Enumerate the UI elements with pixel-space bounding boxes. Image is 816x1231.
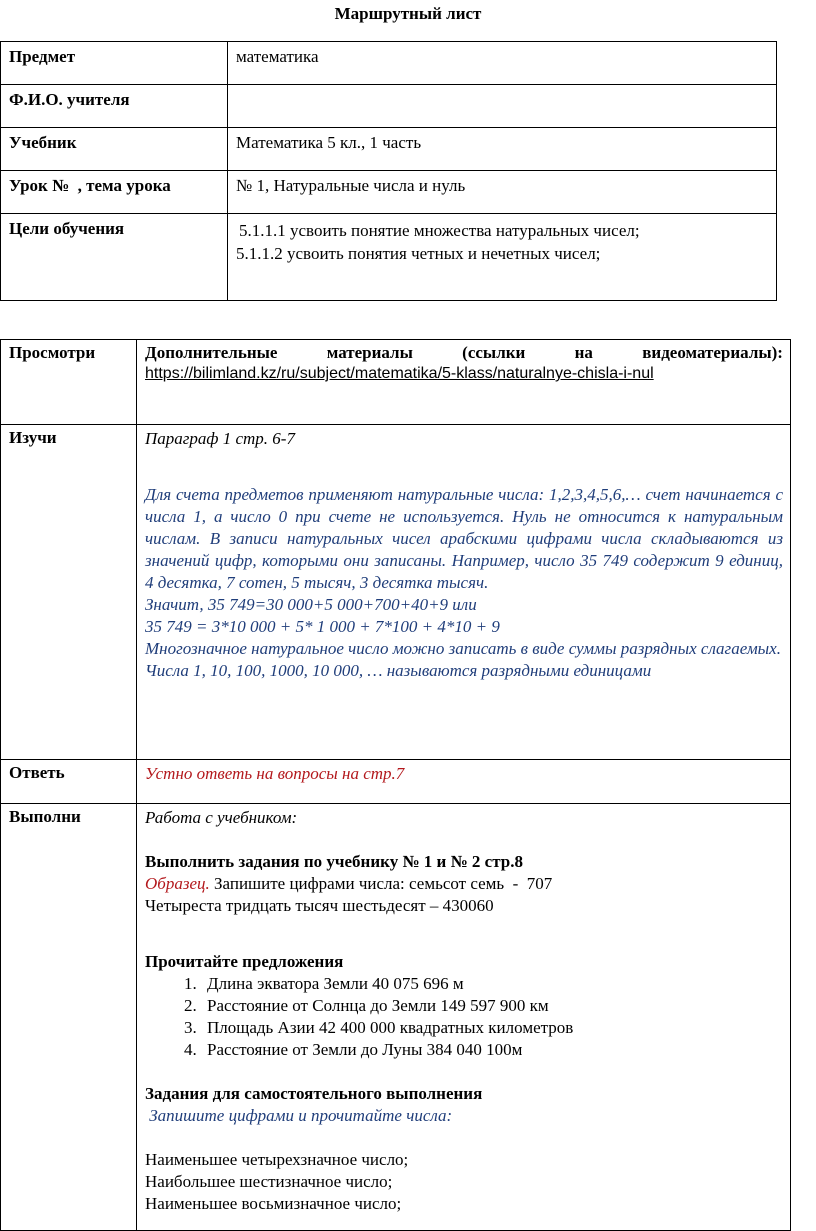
subject-value: математика [228,42,777,85]
page-title: Маршрутный лист [334,4,482,23]
plan-row-answer [1,760,791,804]
do-task: Выполнить задания по учебнику № 1 и № 2 стр.8 [145,852,523,871]
lesson-label: Урок № , тема урока [1,171,228,214]
self-item: Наименьшее четырехзначное число; [145,1150,409,1169]
answer-text: Устно ответь на вопросы на стр.7 [145,764,405,783]
lesson-value: № 1, Натуральные числа и нуль [228,171,777,214]
view-label: Просмотри [1,340,137,425]
do-label: Выполни [1,804,137,1231]
read-list [145,973,783,1061]
do-content [137,804,791,1231]
view-heading-word: материалы [326,343,413,362]
view-heading-word: видеоматериалы): [642,343,783,362]
sample-text: Запишите цифрами числа: семьсот семь - 707 [209,874,553,893]
info-row-lesson [1,171,777,214]
info-row-goals [1,214,777,301]
study-units: Числа 1, 10, 100, 1000, 10 000, … называются разрядными единицами [145,661,652,680]
study-content [137,425,791,760]
view-heading [145,343,783,363]
goal-item: 5.1.1.1 усвоить понятие множества натуральных чисел; [239,221,640,240]
self-heading: Задания для самостоятельного выполнения [145,1084,483,1103]
info-row-textbook [1,128,777,171]
teacher-label: Ф.И.О. учителя [1,85,228,128]
read-heading: Прочитайте предложения [145,952,344,971]
study-multidigit: Многозначное натуральное число можно записать в виде суммы разрядных слагаемых. [145,639,781,658]
goals-label: Цели обучения [1,214,228,301]
info-row-teacher [1,85,777,128]
list-item: 3. Площадь Азии 42 400 000 квадратных километров [201,1017,783,1039]
textbook-label: Учебник [1,128,228,171]
answer-content [137,760,791,804]
plan-table [0,339,791,1231]
study-line: 35 749 = 3*10 000 + 5* 1 000 + 7*100 + 4*10 + 9 [145,617,500,636]
sample-line-2: Четыреста тридцать тысяч шестьдесят – 430060 [145,896,494,915]
info-row-subject [1,42,777,85]
info-table [0,41,777,301]
plan-row-view [1,340,791,425]
study-label: Изучи [1,425,137,760]
view-heading-word: (ссылки [462,343,526,362]
do-sample [145,873,783,895]
textbook-value: Математика 5 кл., 1 часть [228,128,777,171]
study-paragraph: Параграф 1 стр. 6-7 [145,429,295,448]
self-instruction: Запишите цифрами и прочитайте числа: [145,1106,453,1125]
goals-value [228,214,777,301]
list-item: 1. Длина экватора Земли 40 075 696 м [201,973,783,995]
subject-label: Предмет [1,42,228,85]
goal-item: 5.1.1.2 усвоить понятия четных и нечетных чисел; [236,244,601,263]
sample-label: Образец. [145,874,210,893]
teacher-value [228,85,777,128]
answer-label: Ответь [1,760,137,804]
self-item: Наименьшее восьмизначное число; [145,1194,402,1213]
study-text: Для счета предметов применяют натуральные числа: 1,2,3,4,5,6,… счет начинается с числа 1, а число 0 при счете не используется. Нуль не относится к натуральным числам. В записи натуральных чисел арабскими цифрами числа складываются из значений цифр, которыми они записаны. Например, число 35 749 содержит 9 единиц, 4 десятка, 7 сотен, 5 тысяч, 3 десятка тысяч. [145,485,783,592]
video-link[interactable]: https://bilimland.kz/ru/subject/matematika/5-klass/naturalnye-chisla-i-nul [145,365,654,382]
do-work: Работа с учебником: [145,808,298,827]
plan-row-do [1,804,791,1231]
view-content [137,340,791,425]
list-item: 4. Расстояние от Земли до Луны 384 040 100м [201,1039,783,1061]
list-item: 2. Расстояние от Солнца до Земли 149 597 900 км [201,995,783,1017]
plan-row-study [1,425,791,760]
study-line: Значит, 35 749=30 000+5 000+700+40+9 или [145,595,477,614]
view-heading-word: Дополнительные [145,343,278,362]
view-heading-word: на [574,343,593,362]
self-item: Наибольшее шестизначное число; [145,1172,393,1191]
